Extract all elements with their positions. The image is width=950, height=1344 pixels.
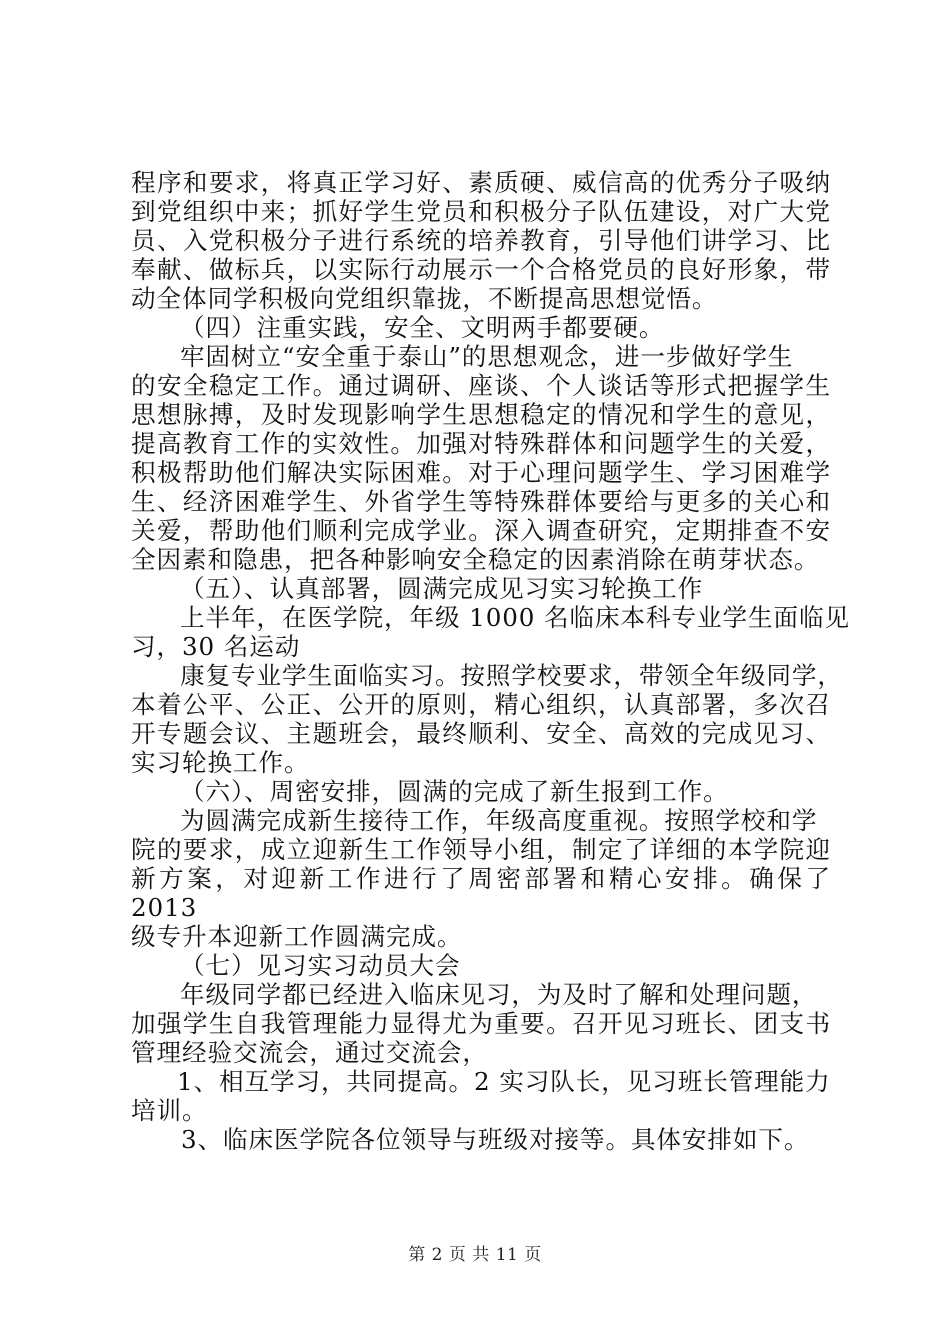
document-body [131, 168, 850, 1154]
paragraph-line: 年级同学都已经进入临床见习，为及时了解和处理问题， [180, 980, 818, 1009]
paragraph-line: 的安全稳定工作。通过调研、座谈、个人谈话等形式把握学生 [131, 371, 831, 400]
list-item: 3、临床医学院各位领导与班级对接等。具体安排如下。 [181, 1125, 810, 1154]
paragraph-line: 生、经济困难学生、外省学生等特殊群体要给与更多的关心和 [131, 487, 831, 516]
paragraph-line: 习，30 名运动 [131, 632, 301, 661]
paragraph-line: 级专升本迎新工作圆满完成。 [131, 922, 463, 951]
paragraph-line: 奉献、做标兵，以实际行动展示一个合格党员的良好形象，带 [131, 255, 831, 284]
paragraph-line: 实习轮换工作。 [131, 748, 310, 777]
paragraph-line: 全因素和隐患，把各种影响安全稳定的因素消除在萌芽状态。 [131, 545, 820, 574]
paragraph-line: 到党组织中来；抓好学生党员和积极分子队伍建设，对广大党 [131, 197, 831, 226]
paragraph-line: 思想脉搏，及时发现影响学生思想稳定的情况和学生的意见， [131, 400, 831, 429]
paragraph-line: 关爱，帮助他们顺利完成学业。深入调查研究，定期排查不安 [131, 516, 831, 545]
paragraph-line: 上半年，在医学院，年级 1000 名临床本科专业学生面临见 [180, 603, 850, 632]
paragraph-line: 员、入党积极分子进行系统的培养教育，引导他们讲学习、比 [131, 226, 831, 255]
paragraph-line: 新方案，对迎新工作进行了周密部署和精心安排。确保了 2013 [131, 864, 831, 922]
page-number-footer: 第 2 页 共 11 页 [408, 1245, 542, 1265]
paragraph-line: 提高教育工作的实效性。加强对特殊群体和问题学生的关爱， [131, 429, 831, 458]
section-heading-4: （四）注重实践，安全、文明两手都要硬。 [180, 313, 665, 342]
paragraph-line: 程序和要求，将真正学习好、素质硬、威信高的优秀分子吸纳 [131, 168, 831, 197]
paragraph-line: 动全体同学积极向党组织靠拢，不断提高思想觉悟。 [131, 284, 718, 313]
paragraph-line: 牢固树立“安全重于泰山”的思想观念，进一步做好学生 [180, 342, 794, 371]
paragraph-line: 院的要求，成立迎新生工作领导小组，制定了详细的本学院迎 [131, 835, 831, 864]
paragraph-line: 康复专业学生面临实习。按照学校要求，带领全年级同学， [180, 661, 843, 690]
paragraph-line: 积极帮助他们解决实际困难。对于心理问题学生、学习困难学 [131, 458, 831, 487]
paragraph-line: 管理经验交流会，通过交流会， [131, 1038, 488, 1067]
paragraph-line: 加强学生自我管理能力显得尤为重要。召开见习班长、团支书 [131, 1009, 831, 1038]
list-item: 1、相互学习，共同提高。2 实习队长，见习班长管理能力 [177, 1067, 831, 1096]
paragraph-line: 培训。 [131, 1096, 208, 1125]
paragraph-line: 开专题会议、主题班会，最终顺利、安全、高效的完成见习、 [131, 719, 831, 748]
section-heading-5: （五）、认真部署，圆满完成见习实习轮换工作 [180, 574, 704, 603]
section-heading-6: （六）、周密安排，圆满的完成了新生报到工作。 [180, 777, 729, 806]
paragraph-line: 本着公平、公正、公开的原则，精心组织，认真部署，多次召 [131, 690, 831, 719]
paragraph-line: 为圆满完成新生接待工作，年级高度重视。按照学校和学 [180, 806, 818, 835]
section-heading-7: （七）见习实习动员大会 [180, 951, 461, 980]
